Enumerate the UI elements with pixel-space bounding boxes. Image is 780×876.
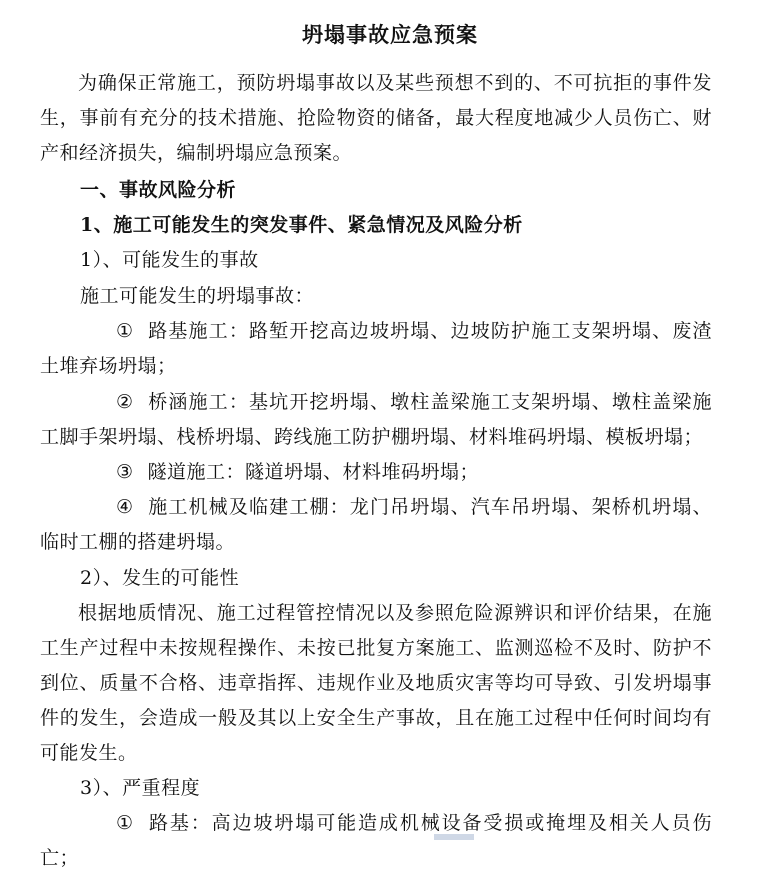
item3-heading: 3）、严重程度	[80, 777, 201, 799]
item1-heading: 1）、可能发生的事故	[80, 249, 259, 271]
list-text: 桥涵施工：基坑开挖坍塌、墩柱盖梁施工支架坍塌、墩柱盖梁施工脚手架坍塌、栈桥坍塌、跨线施工防护棚坍塌、材料堆码坍塌、模板坍塌；	[40, 391, 712, 448]
list-text: 施工机械及临建工棚：龙门吊坍塌、汽车吊坍塌、架桥机坍塌、临时工棚的搭建坍塌。	[40, 496, 712, 553]
list-text: 路基：高边坡坍塌可能造成机械设备受损或掩埋及相关人员伤亡；	[40, 812, 712, 869]
list-text: 路基施工：路堑开挖高边坡坍塌、边坡防护施工支架坍塌、废渣土堆弃场坍塌；	[40, 320, 712, 377]
list-item-roadbed	[40, 314, 712, 384]
list-number: ③	[116, 461, 134, 483]
list-item-machinery	[40, 490, 712, 560]
item2-paragraph: 根据地质情况、施工过程管控情况以及参照危险源辨识和评价结果，在施工生产过程中未按规程操作、未按已批复方案施工、监测巡检不及时、防护不到位、质量不合格、违章指挥、违规作业及地质灾害等均可导致、引发坍塌事件的发生，会造成一般及其以上安全生产事故，且在施工过程中任何时间均有可能发生。	[40, 602, 712, 764]
footer-marker	[434, 834, 474, 840]
list-number: ②	[116, 391, 134, 413]
item1-lead: 施工可能发生的坍塌事故：	[80, 285, 315, 307]
list-item-roadbed-severity	[40, 806, 712, 876]
section-heading-risk-analysis: 一、事故风险分析	[80, 179, 237, 201]
document-title: 坍塌事故应急预案	[302, 22, 478, 47]
list-text: 隧道施工：隧道坍塌、材料堆码坍塌；	[147, 461, 480, 483]
item2-heading: 2）、发生的可能性	[80, 567, 240, 589]
list-item-bridge	[40, 385, 712, 455]
subsection-heading-emergencies: 1、施工可能发生的突发事件、紧急情况及风险分析	[80, 214, 523, 236]
list-item-tunnel	[40, 455, 712, 490]
list-number: ①	[116, 812, 134, 834]
list-number: ④	[116, 496, 134, 518]
intro-paragraph: 为确保正常施工，预防坍塌事故以及某些预想不到的、不可抗拒的事件发生，事前有充分的技术措施、抢险物资的储备，最大程度地减少人员伤亡、财产和经济损失，编制坍塌应急预案。	[40, 72, 712, 164]
list-number: ①	[116, 320, 134, 342]
